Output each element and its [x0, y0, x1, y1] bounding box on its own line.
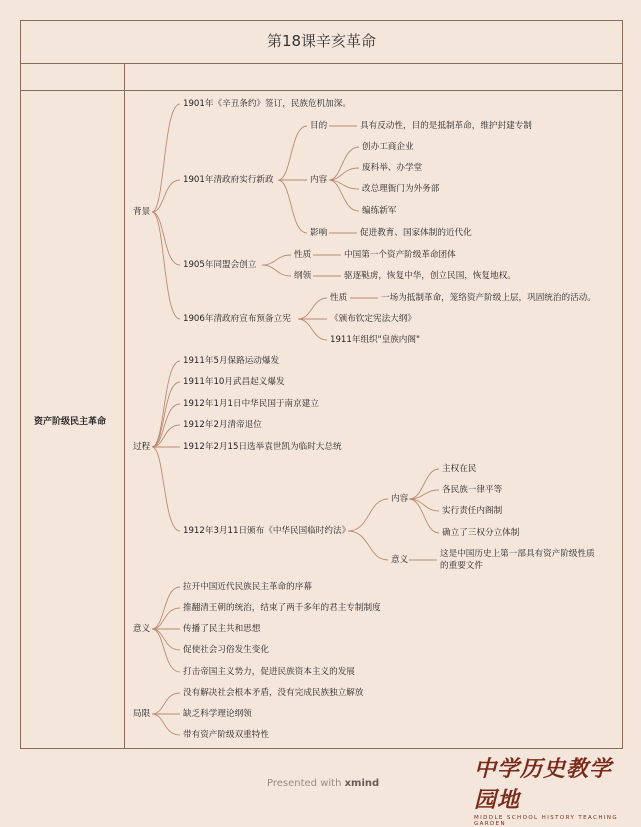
node: 主权在民: [442, 464, 477, 474]
node: 1911年组织"皇族内阁": [330, 335, 420, 345]
node: 的重要文件: [440, 561, 483, 571]
node: 带有资产阶级双重特性: [183, 730, 269, 740]
node-label: 内容: [391, 494, 409, 504]
branch-significance: 意义: [133, 624, 151, 634]
node: 1901年清政府实行新政: [183, 175, 274, 185]
node: 实行责任内阁制: [442, 506, 503, 516]
node-label: 性质: [330, 293, 348, 303]
node: 1912年2月15日选举袁世凯为临时大总统: [183, 442, 342, 452]
node: 1911年5月保路运动爆发: [183, 356, 280, 366]
node: 1906年清政府宣布预备立宪: [183, 314, 291, 324]
node: 推翻清王朝的统治，结束了两千多年的君主专制制度: [183, 603, 381, 613]
node-label: 性质: [294, 250, 312, 260]
node: 传播了民主共和思想: [183, 624, 261, 634]
node-label: 纲领: [294, 271, 312, 281]
logo-en: MIDDLE SCHOOL HISTORY TEACHING GARDEN: [474, 815, 619, 827]
logo-cn: 中学历史教学园地: [474, 756, 613, 813]
node: 创办工商企业: [362, 142, 414, 152]
branch-limits: 局限: [133, 709, 151, 719]
xmind-logo: xmind: [344, 778, 380, 789]
node: 促使社会习俗发生变化: [183, 645, 269, 655]
node: 1912年1月1日中华民国于南京建立: [183, 399, 319, 409]
node: 这是中国历史上第一部具有资产阶级性质: [440, 549, 595, 559]
node: 1912年2月清帝退位: [183, 420, 262, 430]
node: 打击帝国主义势力，促进民族资本主义的发展: [183, 667, 355, 677]
node-label: 影响: [310, 228, 328, 238]
node: 确立了三权分立体制: [442, 528, 520, 538]
node: 具有反动性，目的是抵制革命，维护封建专制: [360, 121, 532, 131]
footer-credit: [267, 778, 379, 789]
row-label: 资产阶级民主革命: [34, 417, 107, 427]
node: 缺乏科学理论纲领: [183, 709, 252, 719]
node: 《颁布钦定宪法大纲》: [330, 314, 416, 324]
node: 促进教育、国家体制的近代化: [360, 228, 472, 238]
branch-process: 过程: [133, 442, 151, 452]
node: 没有解决社会根本矛盾，没有完成民族独立解放: [183, 688, 364, 698]
page-title: 第18课辛亥革命: [266, 32, 377, 50]
node: 拉开中国近代民族民主革命的序幕: [183, 582, 312, 592]
node-label: 意义: [391, 555, 409, 565]
node: 中国第一个资产阶级革命团体: [344, 250, 456, 260]
node-label: 目的: [310, 121, 328, 131]
node: 改总理衙门为外务部: [362, 184, 440, 194]
node-label: 内容: [310, 175, 328, 185]
node: 1905年同盟会创立: [183, 260, 257, 270]
branch-background: 背景: [133, 207, 151, 217]
node: 1912年3月11日颁布《中华民国临时约法》: [183, 526, 351, 536]
node: 一场为抵制革命，笼络资产阶级上层，巩固统治的活动。: [381, 293, 596, 303]
node: 1901年《辛丑条约》签订，民族危机加深。: [183, 99, 351, 109]
node: 各民族一律平等: [442, 485, 503, 495]
node: 编练新军: [362, 206, 397, 216]
footer-presented: Presented with: [267, 778, 342, 789]
node: 驱逐鞑虏，恢复中华，创立民国，恢复地权。: [344, 271, 516, 281]
node: 1911年10月武昌起义爆发: [183, 377, 285, 387]
site-logo: [474, 752, 634, 827]
node: 废科举、办学堂: [362, 163, 423, 173]
